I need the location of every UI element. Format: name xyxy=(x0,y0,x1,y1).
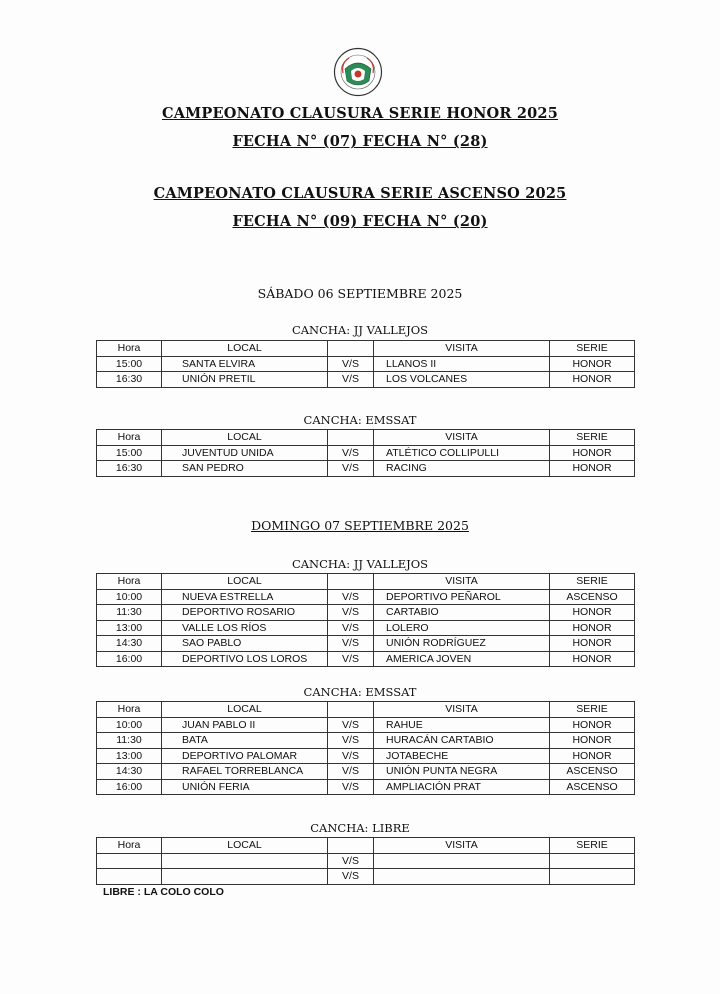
table-row xyxy=(97,372,635,388)
away-team: ATLÉTICO COLLIPULLI xyxy=(374,445,550,461)
fixture-table-sabado-emssat xyxy=(96,429,635,477)
table-row xyxy=(97,717,635,733)
column-header-local: LOCAL xyxy=(162,574,328,590)
table-row xyxy=(97,853,635,869)
away-team: HURACÁN CARTABIO xyxy=(374,733,550,749)
away-team: UNIÓN RODRÍGUEZ xyxy=(374,636,550,652)
association-crest-icon xyxy=(333,47,383,97)
cancha-title: CANCHA: JJ VALLEJOS xyxy=(291,323,429,337)
column-header-local: LOCAL xyxy=(162,838,328,854)
cancha-title: CANCHA: EMSSAT xyxy=(303,413,417,427)
away-team: CARTABIO xyxy=(374,605,550,621)
match-time: 14:30 xyxy=(97,764,162,780)
series-label: HONOR xyxy=(550,651,635,667)
home-team: SAO PABLO xyxy=(162,636,328,652)
ascenso-title: CAMPEONATO CLAUSURA SERIE ASCENSO 2025 xyxy=(153,185,567,202)
table-header-row xyxy=(97,838,635,854)
honor-title: CAMPEONATO CLAUSURA SERIE HONOR 2025 xyxy=(161,105,559,122)
table-row xyxy=(97,589,635,605)
series-label: HONOR xyxy=(550,461,635,477)
table-row xyxy=(97,636,635,652)
column-header-visita: VISITA xyxy=(374,430,550,446)
column-header-serie: SERIE xyxy=(550,574,635,590)
series-label xyxy=(550,853,635,869)
match-time: 11:30 xyxy=(97,605,162,621)
versus-label: V/S xyxy=(328,356,374,372)
series-label xyxy=(550,869,635,885)
ascenso-fecha: FECHA N° (09) FECHA N° (20) xyxy=(232,213,488,230)
table-row xyxy=(97,620,635,636)
away-team: DEPORTIVO PEÑAROL xyxy=(374,589,550,605)
column-header-hora: Hora xyxy=(97,702,162,718)
home-team xyxy=(162,869,328,885)
versus-label: V/S xyxy=(328,748,374,764)
match-time: 13:00 xyxy=(97,620,162,636)
libre-note: LIBRE : LA COLO COLO xyxy=(103,886,224,898)
match-time xyxy=(97,869,162,885)
match-time: 16:30 xyxy=(97,461,162,477)
away-team: RACING xyxy=(374,461,550,477)
away-team: LOS VOLCANES xyxy=(374,372,550,388)
column-header-visita: VISITA xyxy=(374,838,550,854)
column-header-serie: SERIE xyxy=(550,838,635,854)
series-label: HONOR xyxy=(550,748,635,764)
column-header-hora: Hora xyxy=(97,574,162,590)
table-header-row xyxy=(97,574,635,590)
column-header-vs xyxy=(328,702,374,718)
column-header-serie: SERIE xyxy=(550,430,635,446)
home-team: DEPORTIVO PALOMAR xyxy=(162,748,328,764)
away-team: JOTABECHE xyxy=(374,748,550,764)
home-team xyxy=(162,853,328,869)
match-time: 13:00 xyxy=(97,748,162,764)
versus-label: V/S xyxy=(328,636,374,652)
series-label: HONOR xyxy=(550,620,635,636)
fixture-table-domingo-libre xyxy=(96,837,635,885)
series-label: HONOR xyxy=(550,356,635,372)
column-header-hora: Hora xyxy=(97,838,162,854)
series-label: ASCENSO xyxy=(550,779,635,795)
match-time: 10:00 xyxy=(97,589,162,605)
series-label: HONOR xyxy=(550,372,635,388)
away-team: AMERICA JOVEN xyxy=(374,651,550,667)
home-team: JUAN PABLO II xyxy=(162,717,328,733)
versus-label: V/S xyxy=(328,651,374,667)
table-header-row xyxy=(97,430,635,446)
versus-label: V/S xyxy=(328,779,374,795)
versus-label: V/S xyxy=(328,461,374,477)
column-header-local: LOCAL xyxy=(162,430,328,446)
home-team: DEPORTIVO ROSARIO xyxy=(162,605,328,621)
cancha-title: CANCHA: JJ VALLEJOS xyxy=(291,557,429,571)
series-label: ASCENSO xyxy=(550,589,635,605)
fixture-table-sabado-vallejos xyxy=(96,340,635,388)
column-header-local: LOCAL xyxy=(162,341,328,357)
away-team xyxy=(374,853,550,869)
away-team: AMPLIACIÓN PRAT xyxy=(374,779,550,795)
versus-label: V/S xyxy=(328,445,374,461)
table-header-row xyxy=(97,341,635,357)
table-row xyxy=(97,605,635,621)
column-header-vs xyxy=(328,838,374,854)
home-team: JUVENTUD UNIDA xyxy=(162,445,328,461)
match-time: 16:00 xyxy=(97,779,162,795)
match-time: 15:00 xyxy=(97,356,162,372)
fixture-table-domingo-emssat xyxy=(96,701,635,795)
home-team: SANTA ELVIRA xyxy=(162,356,328,372)
column-header-visita: VISITA xyxy=(374,341,550,357)
versus-label: V/S xyxy=(328,589,374,605)
table-header-row xyxy=(97,702,635,718)
table-row xyxy=(97,445,635,461)
table-row xyxy=(97,764,635,780)
series-label: HONOR xyxy=(550,717,635,733)
column-header-vs xyxy=(328,430,374,446)
versus-label: V/S xyxy=(328,620,374,636)
table-row xyxy=(97,869,635,885)
away-team: UNIÓN PUNTA NEGRA xyxy=(374,764,550,780)
series-label: HONOR xyxy=(550,733,635,749)
home-team: BATA xyxy=(162,733,328,749)
versus-label: V/S xyxy=(328,372,374,388)
series-label: HONOR xyxy=(550,605,635,621)
home-team: SAN PEDRO xyxy=(162,461,328,477)
column-header-serie: SERIE xyxy=(550,702,635,718)
series-label: ASCENSO xyxy=(550,764,635,780)
column-header-vs xyxy=(328,341,374,357)
series-label: HONOR xyxy=(550,445,635,461)
home-team: DEPORTIVO LOS LOROS xyxy=(162,651,328,667)
home-team: UNIÓN PRETIL xyxy=(162,372,328,388)
match-time: 16:30 xyxy=(97,372,162,388)
home-team: UNIÓN FERIA xyxy=(162,779,328,795)
match-time xyxy=(97,853,162,869)
home-team: NUEVA ESTRELLA xyxy=(162,589,328,605)
cancha-title: CANCHA: EMSSAT xyxy=(303,685,417,699)
match-time: 10:00 xyxy=(97,717,162,733)
home-team: RAFAEL TORREBLANCA xyxy=(162,764,328,780)
versus-label: V/S xyxy=(328,717,374,733)
versus-label: V/S xyxy=(328,605,374,621)
table-row xyxy=(97,356,635,372)
column-header-local: LOCAL xyxy=(162,702,328,718)
versus-label: V/S xyxy=(328,733,374,749)
fixture-table-domingo-vallejos xyxy=(96,573,635,667)
away-team xyxy=(374,869,550,885)
away-team: RAHUE xyxy=(374,717,550,733)
match-time: 16:00 xyxy=(97,651,162,667)
series-label: HONOR xyxy=(550,636,635,652)
column-header-vs xyxy=(328,574,374,590)
versus-label: V/S xyxy=(328,853,374,869)
versus-label: V/S xyxy=(328,764,374,780)
column-header-hora: Hora xyxy=(97,430,162,446)
away-team: LLANOS II xyxy=(374,356,550,372)
match-time: 15:00 xyxy=(97,445,162,461)
domingo-date: DOMINGO 07 SEPTIEMBRE 2025 xyxy=(251,518,469,533)
table-row xyxy=(97,733,635,749)
home-team: VALLE LOS RÍOS xyxy=(162,620,328,636)
column-header-hora: Hora xyxy=(97,341,162,357)
table-row xyxy=(97,779,635,795)
table-row xyxy=(97,651,635,667)
table-row xyxy=(97,461,635,477)
cancha-title: CANCHA: LIBRE xyxy=(310,821,410,835)
column-header-visita: VISITA xyxy=(374,702,550,718)
column-header-serie: SERIE xyxy=(550,341,635,357)
honor-fecha: FECHA N° (07) FECHA N° (28) xyxy=(232,133,488,150)
match-time: 14:30 xyxy=(97,636,162,652)
match-time: 11:30 xyxy=(97,733,162,749)
column-header-visita: VISITA xyxy=(374,574,550,590)
away-team: LOLERO xyxy=(374,620,550,636)
table-row xyxy=(97,748,635,764)
sabado-date: SÁBADO 06 SEPTIEMBRE 2025 xyxy=(257,286,463,301)
versus-label: V/S xyxy=(328,869,374,885)
